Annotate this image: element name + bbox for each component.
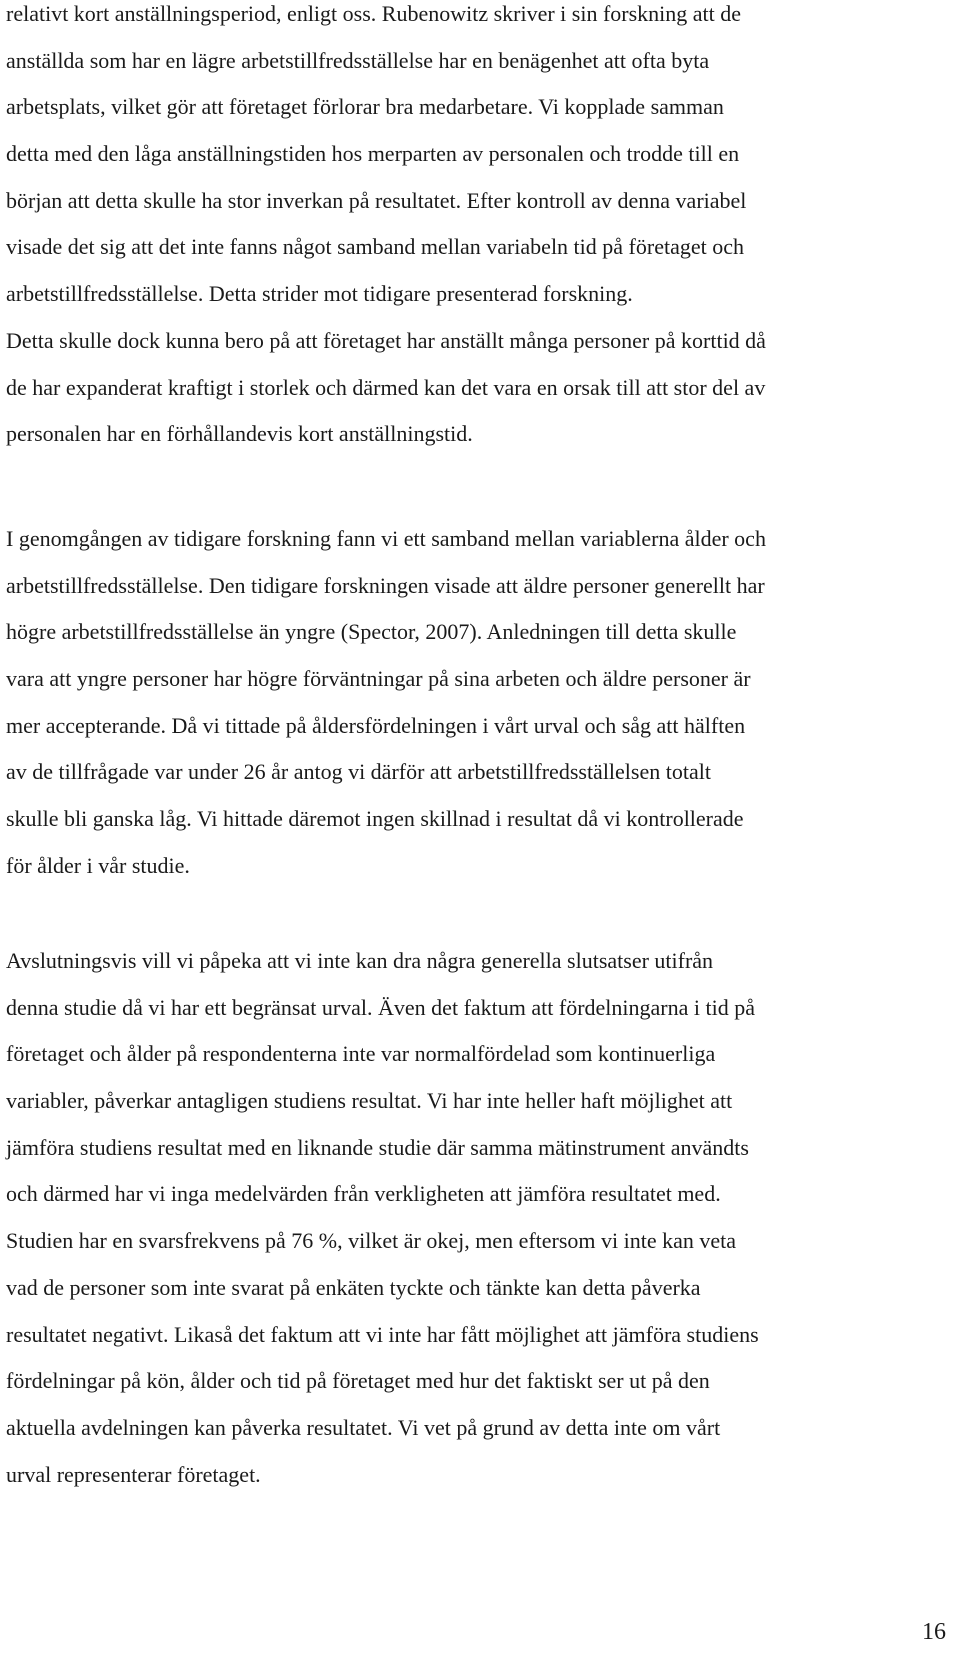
page-number: 16 <box>922 1619 946 1645</box>
text-line: arbetstillfredsställelse. Den tidigare forskningen visade att äldre personer generellt har <box>6 572 765 598</box>
text-line: anställda som har en lägre arbetstillfredsställelse har en benägenhet att ofta byta <box>6 47 710 73</box>
text-line: resultatet negativt. Likaså det faktum att vi inte har fått möjlighet att jämföra studiens <box>6 1321 759 1347</box>
text-line: detta med den låga anställningstiden hos merparten av personalen och trodde till en <box>6 141 740 167</box>
text-line: denna studie då vi har ett begränsat urval. Även det faktum att fördelningarna i tid på <box>6 994 755 1020</box>
text-line: jämföra studiens resultat med en liknande studie där samma mätinstrument användts <box>6 1134 749 1160</box>
text-line: vad de personer som inte svarat på enkäten tyckte och tänkte kan detta påverka <box>6 1274 701 1300</box>
text-line: Studien har en svarsfrekvens på 76 %, vilket är okej, men eftersom vi inte kan veta <box>6 1228 737 1254</box>
text-line: personalen har en förhållandevis kort anställningstid. <box>6 421 473 447</box>
text-line: för ålder i vår studie. <box>6 852 190 878</box>
text-line: relativt kort anställningsperiod, enligt oss. Rubenowitz skriver i sin forskning att de <box>6 1 742 26</box>
text-line: aktuella avdelningen kan påverka resultatet. Vi vet på grund av detta inte om vårt <box>6 1414 721 1440</box>
paragraph-limitations <box>6 938 956 1498</box>
text-line: Detta skulle dock kunna bero på att företaget har anställt många personer på korttid då <box>6 327 766 353</box>
text-line: variabler, påverkar antagligen studiens resultat. Vi har inte heller haft möjlighet att <box>6 1088 733 1114</box>
text-line: högre arbetstillfredsställelse än yngre (Spector, 2007). Anledningen till detta skulle <box>6 619 737 645</box>
text-line: de har expanderat kraftigt i storlek och därmed kan det vara en orsak till att stor del av <box>6 374 766 400</box>
paragraph-employment-time <box>6 0 956 458</box>
text-line: I genomgången av tidigare forskning fann vi ett samband mellan variablerna ålder och <box>6 526 766 551</box>
text-line: skulle bli ganska låg. Vi hittade däremot ingen skillnad i resultat då vi kontrollerade <box>6 806 744 832</box>
text-line: mer accepterande. Då vi tittade på åldersfördelningen i vårt urval och såg att hälften <box>6 712 746 738</box>
text-line: företaget och ålder på respondenterna inte var normalfördelad som kontinuerliga <box>6 1041 716 1067</box>
text-line: av de tillfrågade var under 26 år antog vi därför att arbetstillfredsställelsen totalt <box>6 759 711 785</box>
text-line: början att detta skulle ha stor inverkan på resultatet. Efter kontroll av denna variabel <box>6 187 747 213</box>
text-line: visade det sig att det inte fanns något samband mellan variabeln tid på företaget och <box>6 234 744 260</box>
text-line: urval representerar företaget. <box>6 1461 261 1487</box>
text-line: Avslutningsvis vill vi påpeka att vi inte kan dra några generella slutsatser utifrån <box>6 948 714 973</box>
text-line: fördelningar på kön, ålder och tid på företaget med hur det faktiskt ser ut på den <box>6 1368 710 1394</box>
paragraph-age <box>6 516 956 890</box>
text-line: arbetstillfredsställelse. Detta strider mot tidigare presenterad forskning. <box>6 281 633 307</box>
text-line: och därmed har vi inga medelvärden från verkligheten att jämföra resultatet med. <box>6 1181 721 1207</box>
text-line: vara att yngre personer har högre förväntningar på sina arbeten och äldre personer är <box>6 666 751 692</box>
text-line: arbetsplats, vilket gör att företaget förlorar bra medarbetare. Vi kopplade samman <box>6 94 724 120</box>
